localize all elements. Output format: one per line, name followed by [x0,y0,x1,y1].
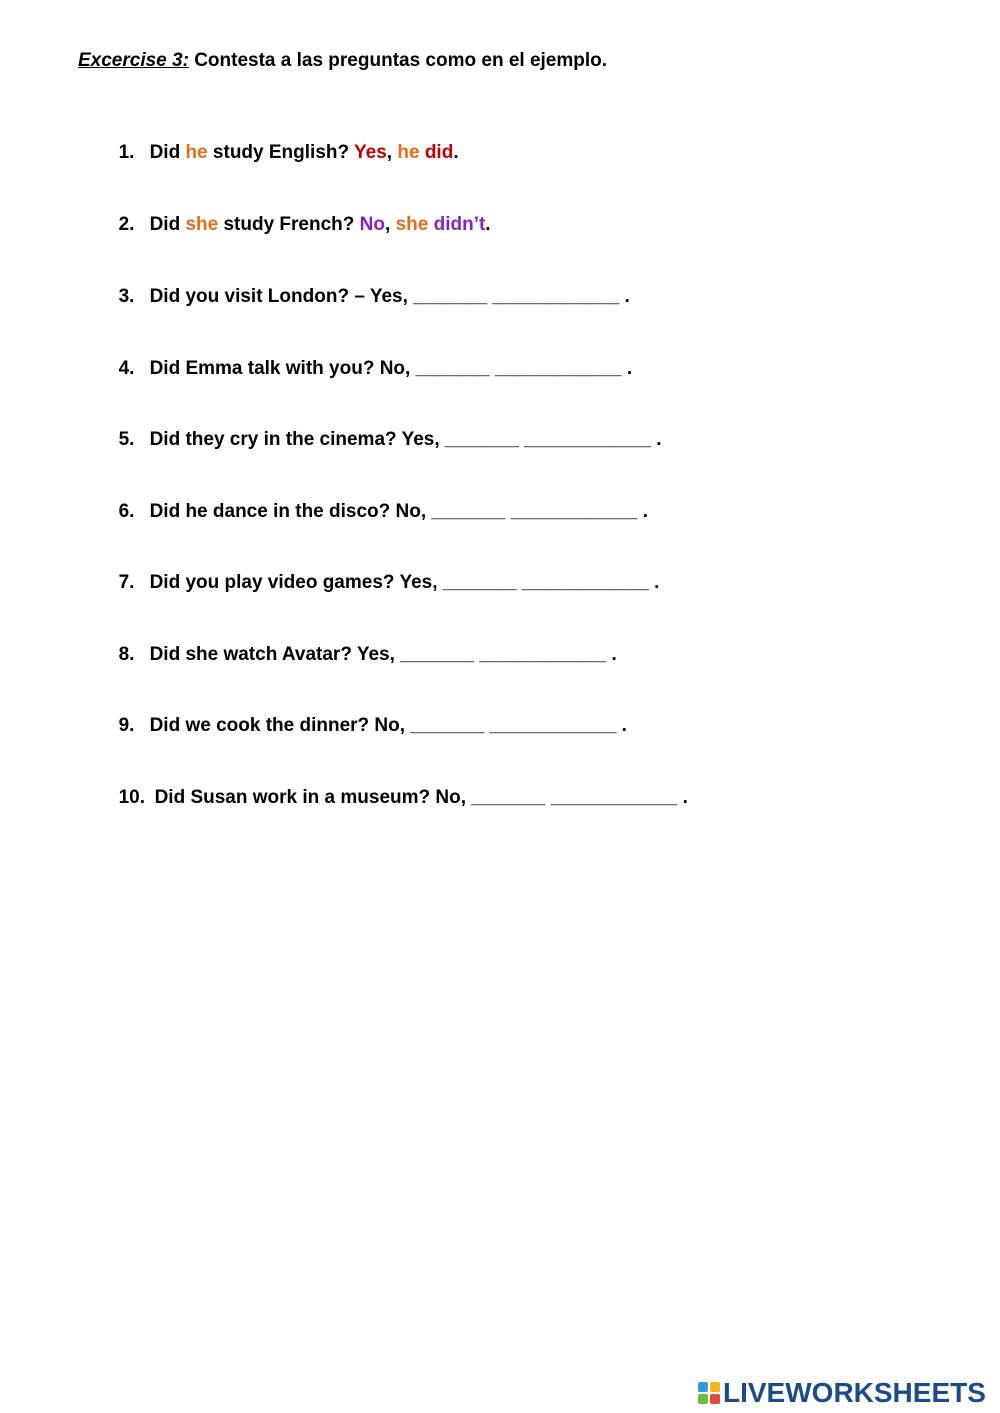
item-number: 10. [118,787,145,808]
question-text: Did he dance in the disco? No, _______ ____________ . [149,501,649,522]
exercise-label: Excercise 3: [78,50,189,71]
question-item-8[interactable] [108,622,617,666]
question-item-6[interactable] [108,479,648,523]
example-part: study French? [218,214,360,235]
example-part: study English? [207,142,355,163]
example-part: Did [149,142,186,163]
item-number: 1. [118,142,135,163]
exercise-heading [78,50,607,72]
example-part: Yes [354,142,387,163]
question-item-3[interactable] [108,264,630,308]
question-item-9[interactable] [108,693,627,737]
item-number: 2. [118,214,135,235]
question-text: Did Emma talk with you? No, _______ ____________ . [149,358,633,379]
item-number: 5. [118,429,135,450]
item-number: 6. [118,501,135,522]
question-item-4[interactable] [108,336,632,380]
item-number: 9. [118,715,135,736]
example-part: No [359,214,385,235]
question-text: Did you play video games? Yes, _______ ____________ . [149,572,660,593]
example-item-1 [108,120,459,164]
question-text: Did we cook the dinner? No, _______ ____________ . [149,715,627,736]
question-item-5[interactable] [108,407,662,451]
exercise-instruction: Contesta a las preguntas como en el ejemplo. [188,50,608,71]
example-part: , [385,214,396,235]
item-number: 7. [118,572,135,593]
item-number: 4. [118,358,135,379]
item-number: 3. [118,286,135,307]
example-part: he [397,142,420,163]
example-part: she [185,214,219,235]
example-part: didn’t [433,214,486,235]
liveworksheets-logo-icon [698,1382,720,1404]
example-part: he [185,142,208,163]
question-item-7[interactable] [108,550,659,594]
liveworksheets-logo [698,1378,986,1408]
question-text: Did Susan work in a museum? No, _______ ____________ . [154,787,688,808]
question-text: Did she watch Avatar? Yes, _______ ____________ . [149,644,617,665]
example-part: did [424,142,454,163]
example-item-2 [108,192,491,236]
question-text: Did you visit London? – Yes, _______ ____________ . [149,286,630,307]
liveworksheets-wordmark: LIVEWORKSHEETS [723,1377,986,1408]
question-text: Did they cry in the cinema? Yes, _______ ____________ . [149,429,662,450]
example-part: Did [149,214,186,235]
item-number: 8. [118,644,135,665]
example-part: . [453,142,459,163]
example-part: she [395,214,429,235]
example-part: . [485,214,491,235]
question-item-10[interactable] [108,765,688,809]
example-part: , [386,142,398,163]
